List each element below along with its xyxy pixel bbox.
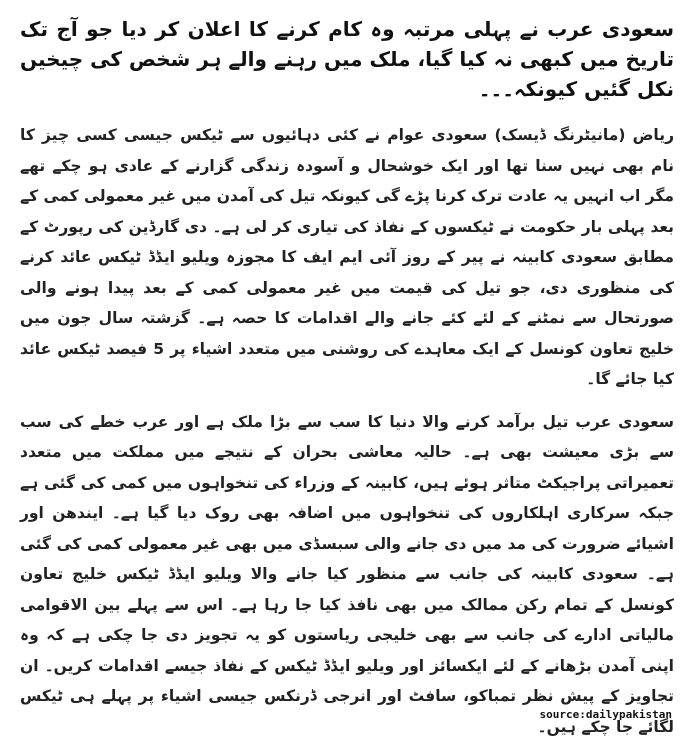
paragraph-2: سعودی عرب تیل برآمد کرنے والا دنیا کا سب سے بڑا ملک ہے اور عرب خطے کی سب سے بڑی معیشت بھی ہے۔ حالیہ معاشی بحران کے نتیجے میں مملکت میں متعدد تعمیراتی پراجیکٹ متاثر ہوئے ہیں، کابینہ کے وزراء کی تنخواہوں میں کمی کی گئی ہے جبکہ سرکاری اہلکاروں کی تنخواہوں میں اضافہ بھی روک دیا گیا ہے۔ ایندھن اور اشیائے ضرورت کی مد میں دی جانے والی سبسڈی میں بھی غیر معمولی کمی کی گئی ہے۔ سعودی کابینہ کی جانب سے منظور کیا جانے والا ویلیو ایڈڈ ٹیکس خلیج تعاون کونسل کے تمام رکن ممالک میں بھی نافذ کیا جا رہا ہے۔ اس سے پہلے بین الاقوامی مالیاتی ادارے کی جانب سے بھی خلیجی ریاستوں کو یہ تجویز دی جا چکی ہے کہ وہ اپنی آمدن بڑھانے کے لئے ایکسائز اور ویلیو ایڈڈ ٹیکس کے نفاذ جیسے اقدامات کریں۔ ان تجاویز کے پیش نظر تمباکو، سافٹ اور انرجی ڈرنکس جیسی اشیاء پر پہلے ہی ٹیکس لگائے جا چکے ہیں۔: [20, 407, 674, 742]
headline: سعودی عرب نے پہلی مرتبہ وہ کام کرنے کا اعلان کر دیا جو آج تک تاریخ میں کبھی نہ کیا گیا، ملک میں رہنے والے ہر شخص کی چیخیں نکل گئیں کیونکہ۔۔۔: [20, 14, 674, 104]
paragraph-1: ریاض (مانیٹرنگ ڈیسک) سعودی عوام نے کئی دہائیوں سے ٹیکس جیسی کسی چیز کا نام بھی نہیں سنا تھا اور ایک خوشحال و آسودہ زندگی گزارنے کے عادی ہو چکے تھے مگر اب انہیں یہ عادت ترک کرنا پڑے گی کیونکہ تیل کی آمدن میں غیر معمولی کمی کے بعد پہلی بار حکومت نے ٹیکسوں کے نفاذ کی تیاری کر لی ہے۔ دی گارڈین کی رپورٹ کے مطابق سعودی کابینہ نے پیر کے روز آئی ایم ایف کا مجوزہ ویلیو ایڈڈ ٹیکس عائد کرنے کی منظوری دی، جو تیل کی قیمت میں غیر معمولی کمی کے بعد پیدا ہونے والی صورتحال سے نمٹنے کے لئے کئے جانے والے اقدامات کا حصہ ہے۔ گزشتہ سال جون میں خلیج تعاون کونسل کے ایک معاہدے کی روشنی میں متعدد اشیاء پر 5 فیصد ٹیکس عائد کیا جائے گا۔: [20, 120, 674, 395]
source-credit: source:dailypakistan: [540, 708, 672, 721]
